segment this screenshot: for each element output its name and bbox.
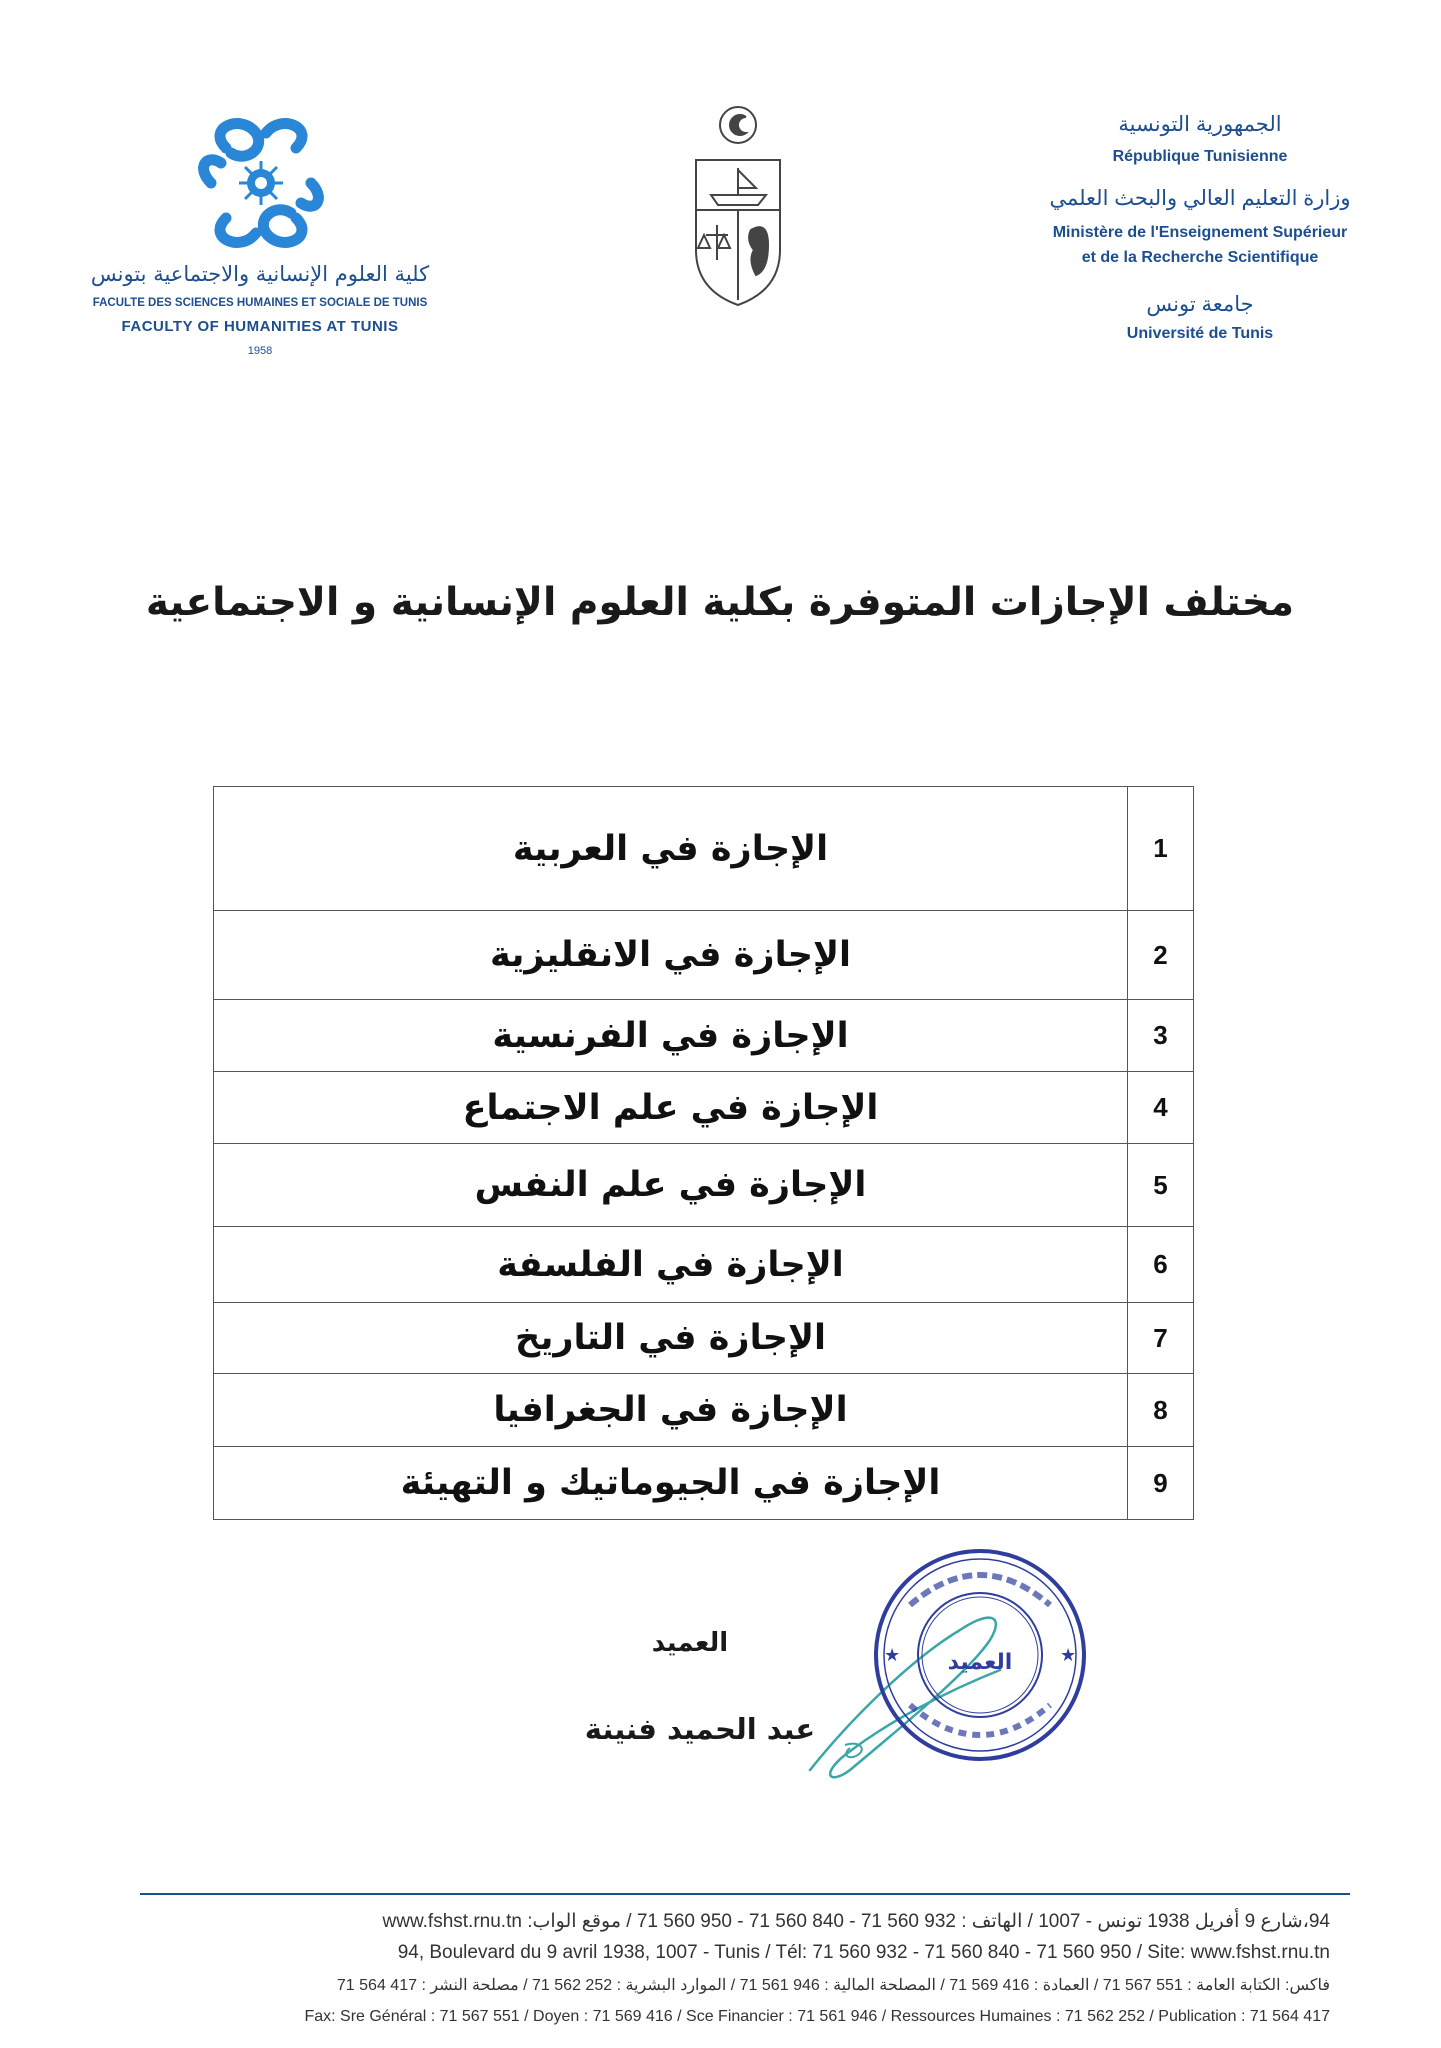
svg-text:★: ★	[1060, 1645, 1077, 1666]
table-row	[214, 1374, 1194, 1447]
degree-name: الإجازة في التاريخ	[214, 1303, 1128, 1374]
table-row	[214, 1447, 1194, 1520]
university-name-fr: Université de Tunis	[1126, 325, 1274, 342]
footer-divider	[140, 1893, 1350, 1895]
svg-text:★: ★	[884, 1645, 901, 1666]
republic-name-ar: الجمهورية التونسية	[1118, 113, 1282, 136]
ministry-name-fr-line1: Ministère de l'Enseignement Supérieur	[1052, 224, 1348, 241]
degree-number: 9	[1128, 1447, 1194, 1520]
table-row	[214, 1227, 1194, 1303]
degree-number: 5	[1128, 1144, 1194, 1227]
degree-number: 6	[1128, 1227, 1194, 1303]
faculty-logo	[186, 108, 336, 258]
table-row	[214, 1000, 1194, 1072]
table-row	[214, 911, 1194, 1000]
table-row	[214, 1303, 1194, 1374]
dean-name: عبد الحميد فنينة	[584, 1712, 816, 1746]
degree-number: 1	[1128, 787, 1194, 911]
republic-name-fr: République Tunisienne	[1112, 148, 1288, 165]
footer-address-fr: 94, Boulevard du 9 avril 1938, 1007 - Tunis / Tél: 71 560 932 - 71 560 840 - 71 560 950 / Site: www.fshst.rnu.tn	[397, 1942, 1330, 1963]
ministry-name-ar: وزارة التعليم العالي والبحث العلمي	[1049, 187, 1351, 210]
table-row	[214, 1072, 1194, 1144]
stamp-text: العميد	[947, 1650, 1013, 1675]
degree-name: الإجازة في الفرنسية	[214, 1000, 1128, 1072]
degrees-table	[213, 786, 1194, 1520]
faculty-name-ar: كلية العلوم الإنسانية والاجتماعية بتونس	[90, 262, 430, 286]
table-row	[214, 787, 1194, 911]
footer-address-ar: 94،شارع 9 أفريل 1938 تونس - 1007 / الهاتف : 932 560 71 - 840 560 71 - 950 560 71 / موقع الواب: www.fshst.rnu.tn	[382, 1911, 1330, 1932]
table-row	[214, 1144, 1194, 1227]
faculty-name-en: FACULTY OF HUMANITIES AT TUNIS	[121, 318, 399, 335]
coat-of-arms-icon	[676, 100, 800, 310]
footer-fax-ar: فاكس: الكتابة العامة : 551 567 71 / العمادة : 416 569 71 / المصلحة المالية : 946 561 71 / الموارد البشرية : 252 562 71 / مصلحة النشر : 417 564 71	[336, 1977, 1330, 1994]
degree-number: 2	[1128, 911, 1194, 1000]
degree-name: الإجازة في العربية	[214, 787, 1128, 911]
degree-name: الإجازة في الفلسفة	[214, 1227, 1128, 1303]
degree-name: الإجازة في الانقليزية	[214, 911, 1128, 1000]
footer-fax-fr: Fax: Sre Général : 71 567 551 / Doyen : 71 569 416 / Sce Financier : 71 561 946 / Ressources Humaines : 71 562 252 / Publication : 71 564 417	[304, 2008, 1330, 2025]
ministry-name-fr-line2: et de la Recherche Scientifique	[1081, 249, 1319, 266]
dean-title: العميد	[651, 1628, 729, 1658]
document-title: مختلف الإجازات المتوفرة بكلية العلوم الإنسانية و الاجتماعية	[145, 580, 1295, 625]
degree-number: 8	[1128, 1374, 1194, 1447]
university-name-ar: جامعة تونس	[1146, 293, 1254, 316]
degree-name: الإجازة في الجغرافيا	[214, 1374, 1128, 1447]
faculty-founding-year: 1958	[247, 345, 273, 357]
faculty-name-fr: FACULTE DES SCIENCES HUMAINES ET SOCIALE DE TUNIS	[92, 297, 428, 309]
degree-number: 7	[1128, 1303, 1194, 1374]
degree-name: الإجازة في علم النفس	[214, 1144, 1128, 1227]
degree-number: 4	[1128, 1072, 1194, 1144]
degree-number: 3	[1128, 1000, 1194, 1072]
degree-name: الإجازة في علم الاجتماع	[214, 1072, 1128, 1144]
degree-name: الإجازة في الجيوماتيك و التهيئة	[214, 1447, 1128, 1520]
